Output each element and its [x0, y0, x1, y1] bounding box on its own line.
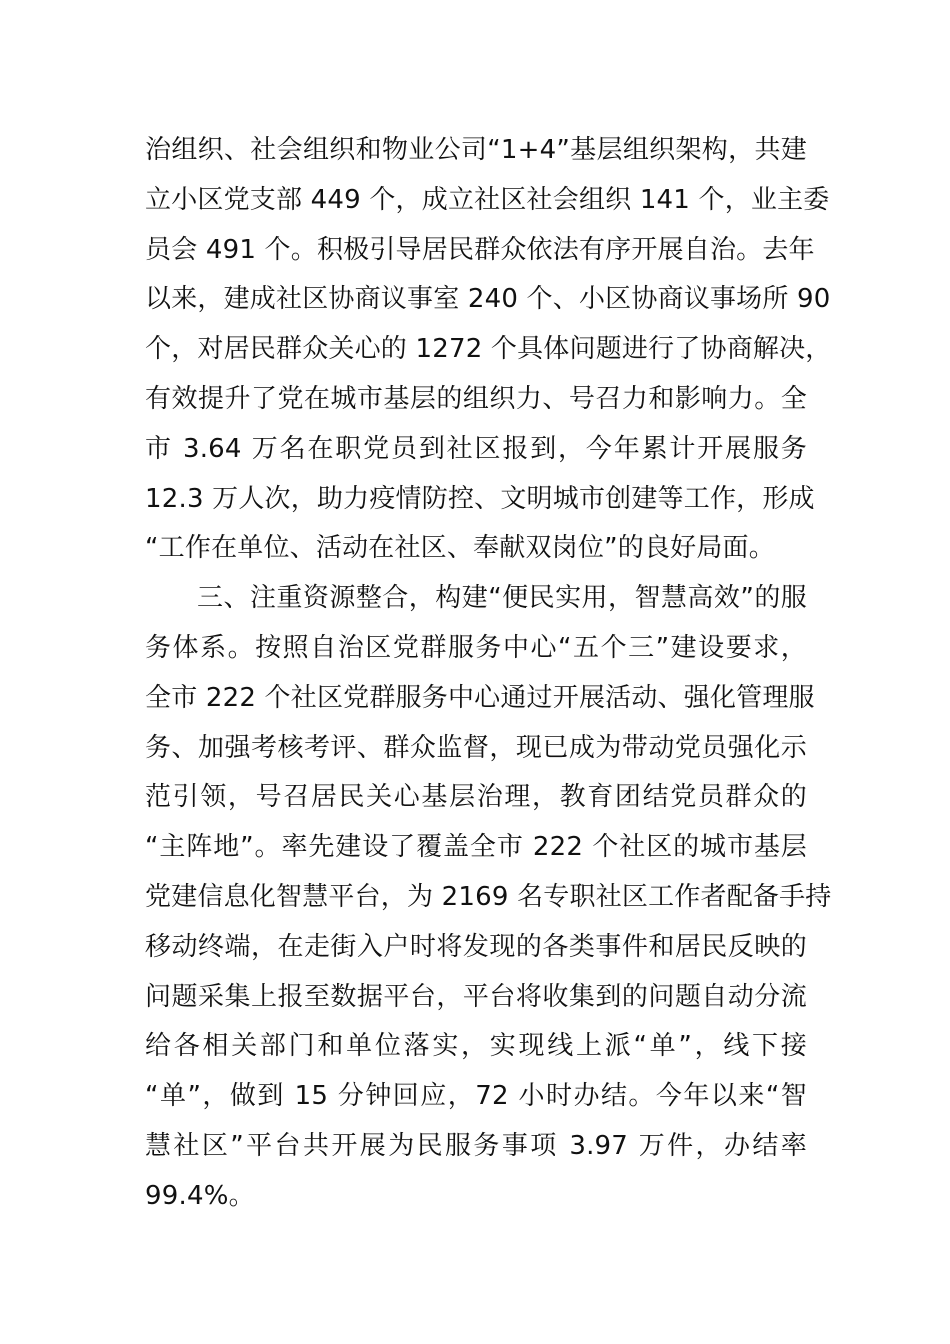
text-line: 党建信息化智慧平台，为 2169 名专职社区工作者配备手持 — [145, 881, 832, 912]
text-line: 市 3.64 万名在职党员到社区报到，今年累计开展服务 — [145, 433, 807, 464]
text-line: 以来，建成社区协商议事室 240 个、小区协商议事场所 90 — [145, 284, 831, 315]
text-line: 慧社区”平台共开展为民服务事项 3.97 万件，办结率 — [145, 1130, 807, 1161]
text-line: 务、加强考核考评、群众监督，现已成为带动党员强化示 — [145, 732, 807, 763]
text-line: 12.3 万人次，助力疫情防控、文明城市创建等工作，形成 — [145, 483, 815, 514]
section-heading-line: 三、注重资源整合，构建“便民实用，智慧高效”的服 — [197, 583, 807, 614]
text-line: 立小区党支部 449 个，成立社区社会组织 141 个，业主委 — [145, 184, 830, 215]
body-text — [145, 126, 832, 1222]
text-line: 99.4%。 — [145, 1180, 255, 1211]
text-line: “工作在单位、活动在社区、奉献双岗位”的良好局面。 — [145, 533, 775, 564]
text-line: 范引领，号召居民关心基层治理，教育团结党员群众的 — [145, 782, 807, 813]
text-line: 治组织、社会组织和物业公司“1+4”基层组织架构，共建 — [145, 135, 807, 165]
text-line: 全市 222 个社区党群服务中心通过开展活动、强化管理服 — [145, 682, 815, 713]
text-line: 务体系。按照自治区党群服务中心“五个三”建设要求， — [145, 632, 807, 663]
text-line: 有效提升了党在城市基层的组织力、号召力和影响力。全 — [145, 383, 807, 414]
text-line: “主阵地”。率先建设了覆盖全市 222 个社区的城市基层 — [145, 832, 807, 863]
text-line: 给各相关部门和单位落实，实现线上派“单”，线下接 — [145, 1031, 807, 1062]
text-line: “单”，做到 15 分钟回应，72 小时办结。今年以来“智 — [145, 1081, 807, 1112]
text-line: 问题采集上报至数据平台，平台将收集到的问题自动分流 — [145, 981, 807, 1012]
text-line: 员会 491 个。积极引导居民群众依法有序开展自治。去年 — [145, 234, 815, 265]
text-line: 移动终端，在走街入户时将发现的各类事件和居民反映的 — [145, 931, 807, 962]
text-line: 个，对居民群众关心的 1272 个具体问题进行了协商解决， — [145, 334, 832, 365]
